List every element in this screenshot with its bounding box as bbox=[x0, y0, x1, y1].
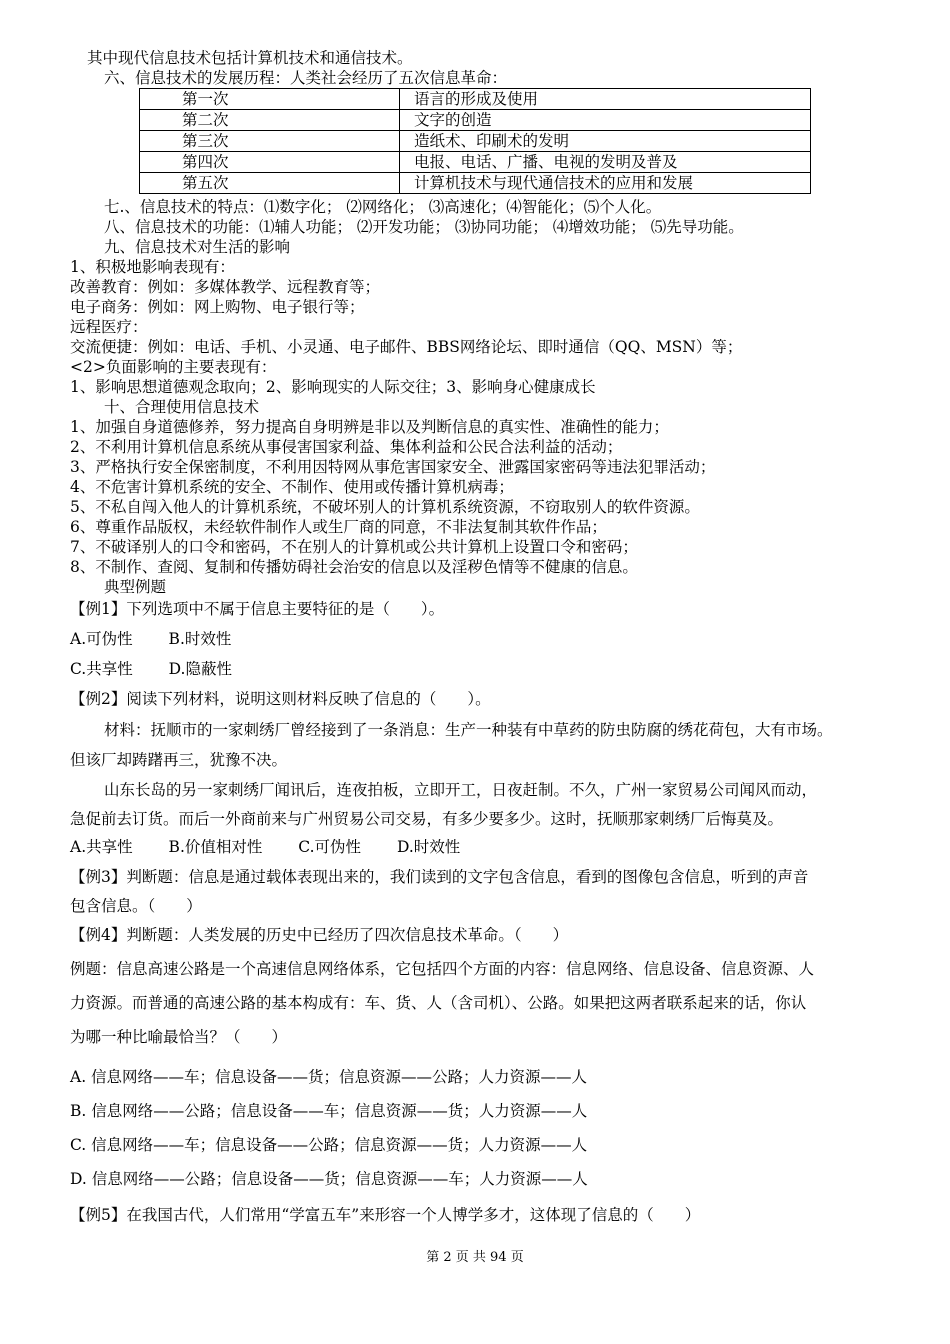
table-row bbox=[140, 173, 811, 194]
table-cell: 语言的形成及使用 bbox=[400, 89, 811, 110]
table-cell: 第一次 bbox=[140, 89, 400, 110]
material-text: 但该厂却踌躇再三，犹豫不决。 bbox=[70, 751, 288, 769]
table-cell: 第二次 bbox=[140, 110, 400, 131]
answer-option: D. 信息网络——公路；信息设备——货；信息资源——车；人力资源——人 bbox=[70, 1170, 588, 1188]
answer-options: A.共享性 B.价值相对性 C.可伪性 D.时效性 bbox=[70, 838, 461, 856]
table-row bbox=[140, 89, 811, 110]
material-text: 山东长岛的另一家刺绣厂闻讯后，连夜拍板，立即开工，日夜赶制。不久，广州一家贸易公司闻风而动， bbox=[104, 781, 818, 799]
revolution-table bbox=[139, 88, 811, 194]
text-line: 1、积极地影响表现有： bbox=[70, 258, 235, 276]
material-text: 急促前去订货。而后一外商前来与广州贸易公司交易，有多少要多少。这时，抚顺那家刺绣厂后悔莫及。 bbox=[70, 810, 784, 828]
text-line: 1、加强自身道德修养，努力提高自身明辨是非以及判断信息的真实性、准确性的能力； bbox=[70, 418, 669, 436]
table-cell: 电报、电话、广播、电视的发明及普及 bbox=[400, 152, 811, 173]
answer-option: A. 信息网络——车；信息设备——货；信息资源——公路；人力资源——人 bbox=[70, 1068, 588, 1086]
answer-options: A.可伪性 B.时效性 bbox=[70, 630, 232, 648]
section-heading: 典型例题 bbox=[104, 578, 167, 596]
table-cell: 第三次 bbox=[140, 131, 400, 152]
example-question: 力资源。而普通的高速公路的基本构成有：车、货、人（含司机）、公路。如果把这两者联系起来的话，你认 bbox=[70, 994, 807, 1012]
material-text: 材料：抚顺市的一家刺绣厂曾经接到了一条消息：生产一种装有中草药的防虫防腐的绣花荷包，大有市场。 bbox=[104, 721, 833, 739]
example-question: 【例5】在我国古代，人们常用“学富五车”来形容一个人博学多才，这体现了信息的（ ） bbox=[70, 1206, 701, 1224]
text-line: 7、不破译别人的口令和密码，不在别人的计算机或公共计算机上设置口令和密码； bbox=[70, 538, 638, 556]
answer-option: C. 信息网络——车；信息设备——公路；信息资源——货；人力资源——人 bbox=[70, 1136, 588, 1154]
answer-option: B. 信息网络——公路；信息设备——车；信息资源——货；人力资源——人 bbox=[70, 1102, 588, 1120]
text-line: 8、不制作、查阅、复制和传播妨碍社会治安的信息以及淫秽色情等不健康的信息。 bbox=[70, 558, 638, 576]
text-line: 其中现代信息技术包括计算机技术和通信技术。 bbox=[87, 49, 413, 67]
table-cell: 造纸术、印刷术的发明 bbox=[400, 131, 811, 152]
page-footer: 第 2 页 共 94 页 bbox=[426, 1250, 524, 1265]
example-question: 【例3】判断题：信息是通过载体表现出来的，我们读到的文字包含信息，看到的图像包含信息，听到的声音 bbox=[70, 868, 809, 886]
text-line: 3、严格执行安全保密制度，不利用因特网从事危害国家安全、泄露国家密码等违法犯罪活动； bbox=[70, 458, 716, 476]
section-heading: 七.、信息技术的特点：⑴数字化； ⑵网络化； ⑶高速化；⑷智能化；⑸个人化。 bbox=[104, 198, 662, 216]
example-question: 例题：信息高速公路是一个高速信息网络体系，它包括四个方面的内容：信息网络、信息设备、信息资源、人 bbox=[70, 960, 815, 978]
text-line: 5、不私自闯入他人的计算机系统，不破坏别人的计算机系统资源，不窃取别人的软件资源。 bbox=[70, 498, 700, 516]
table-cell: 第四次 bbox=[140, 152, 400, 173]
table-cell: 第五次 bbox=[140, 173, 400, 194]
answer-options: C.共享性 D.隐蔽性 bbox=[70, 660, 232, 678]
table-row bbox=[140, 110, 811, 131]
example-question: 【例4】判断题：人类发展的历史中已经历了四次信息技术革命。（ ） bbox=[70, 926, 569, 944]
table-row bbox=[140, 152, 811, 173]
text-line: 4、不危害计算机系统的安全、不制作、使用或传播计算机病毒； bbox=[70, 478, 514, 496]
section-heading: 十、合理使用信息技术 bbox=[104, 398, 260, 416]
text-line: <2>负面影响的主要表现有： bbox=[70, 358, 277, 376]
text-line: 远程医疗： bbox=[70, 318, 148, 336]
section-heading: 八、信息技术的功能：⑴辅人功能； ⑵开发功能； ⑶协同功能； ⑷增效功能； ⑸先导功能。 bbox=[104, 218, 744, 236]
example-question: 包含信息。（ ） bbox=[70, 897, 202, 915]
text-line: 改善教育：例如：多媒体教学、远程教育等； bbox=[70, 278, 381, 296]
section-heading: 六、信息技术的发展历程：人类社会经历了五次信息革命： bbox=[104, 69, 508, 87]
example-question: 【例1】下列选项中不属于信息主要特征的是（ ）。 bbox=[70, 600, 445, 618]
section-heading: 九、信息技术对生活的影响 bbox=[104, 238, 291, 256]
example-question: 为哪一种比喻最恰当？（ ） bbox=[70, 1028, 288, 1046]
text-line: 6、尊重作品版权，未经软件制作人或生厂商的同意，不非法复制其软件作品； bbox=[70, 518, 607, 536]
table-row bbox=[140, 131, 811, 152]
table-cell: 文字的创造 bbox=[400, 110, 811, 131]
text-line: 交流便捷：例如：电话、手机、小灵通、电子邮件、BBS网络论坛、即时通信（QQ、MSN）等； bbox=[70, 338, 743, 356]
text-line: 电子商务：例如：网上购物、电子银行等； bbox=[70, 298, 365, 316]
text-line: 1、影响思想道德观念取向；2、影响现实的人际交往；3、影响身心健康成长 bbox=[70, 378, 596, 396]
text-line: 2、不利用计算机信息系统从事侵害国家利益、集体利益和公民合法利益的活动； bbox=[70, 438, 623, 456]
table-cell: 计算机技术与现代通信技术的应用和发展 bbox=[400, 173, 811, 194]
example-question: 【例2】阅读下列材料，说明这则材料反映了信息的（ ）。 bbox=[70, 690, 491, 708]
